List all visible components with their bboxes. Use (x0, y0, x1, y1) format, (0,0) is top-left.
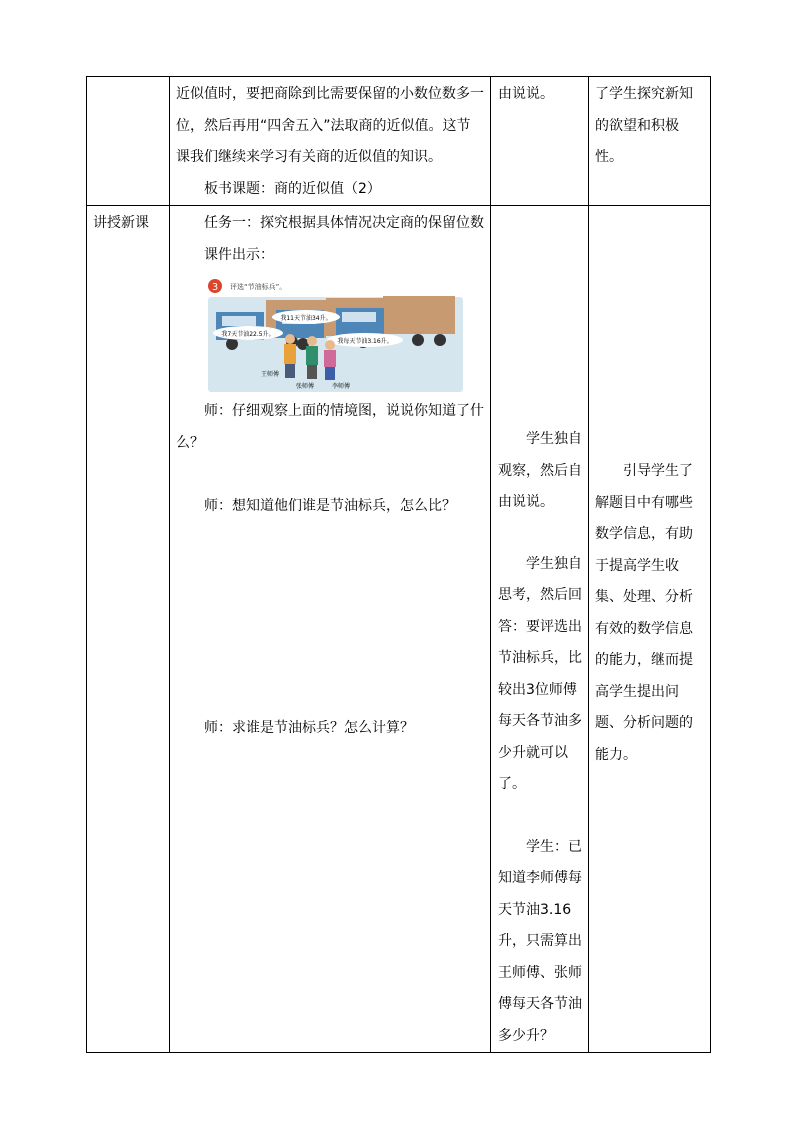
name-label: 王师傅 (260, 371, 280, 378)
student-answer: 学生独自思考，然后回答：要评选出节油标兵，比较出3位师傅每天各节油多少升就可以了。 (498, 555, 582, 792)
courseware-label: 课件出示： (204, 246, 274, 263)
truck-illustration (208, 277, 463, 392)
name-label: 李师傅 (331, 383, 351, 390)
teacher-question: 师：想知道他们谁是节油标兵，怎么比？ (204, 498, 456, 514)
person-icon (284, 334, 296, 378)
design-intent: 引导学生了解题目中有哪些数学信息，有助于提高学生收集、处理、分析有效的数学信息的能力，继而提高学生提出问题、分析问题的能力。 (595, 463, 693, 763)
board-title: 板书课题：商的近似值（2） (204, 180, 381, 197)
person-icon (306, 336, 318, 379)
design-intent-cell: 了学生探究新知的欲望和积极性。 (589, 77, 711, 206)
stage-label: 讲授新课 (93, 215, 149, 231)
teacher-question: 师：求谁是节油标兵？怎么计算？ (204, 719, 414, 736)
svg-text:我7天节油22.5升。: 我7天节油22.5升。 (221, 331, 275, 338)
student-activity-cell (491, 206, 589, 1053)
problem-number: 3 (211, 282, 219, 293)
lesson-paragraph: 近似值时，要把商除到比需要保留的小数位数多一位，然后再用“四舍五入”法取商的近似值。这节课我们继续来学习有关商的近似值的知识。 (176, 86, 484, 165)
illustration-heading: 评选“节油标兵”。 (230, 283, 287, 291)
stage-cell (87, 206, 170, 1053)
student-answer: 学生：已知道李师傅每天节油3.16升，只需算出王师傅、张师傅每天各节油多少升？ (498, 838, 582, 1044)
teacher-question: 师：仔细观察上面的情境图，说说你知道了什么？ (176, 403, 484, 451)
teacher-activity-cell (170, 206, 491, 1053)
table-row (87, 206, 711, 1053)
table-row (87, 77, 711, 206)
lesson-plan-table (86, 76, 711, 1053)
name-label: 张师傅 (295, 383, 315, 390)
teacher-activity-cell (170, 77, 491, 206)
svg-text:我每天节油3.16升。: 我每天节油3.16升。 (337, 338, 393, 345)
student-answer: 学生独自观察，然后自由说说。 (498, 431, 582, 510)
task-heading: 任务一：探究根据具体情况决定商的保留位数 (204, 215, 484, 231)
design-intent-cell (589, 206, 711, 1053)
person-icon (324, 340, 336, 380)
stage-cell (87, 77, 170, 206)
svg-text:我11天节油34升。: 我11天节油34升。 (280, 315, 332, 322)
student-activity-cell: 由说说。 (491, 77, 589, 206)
